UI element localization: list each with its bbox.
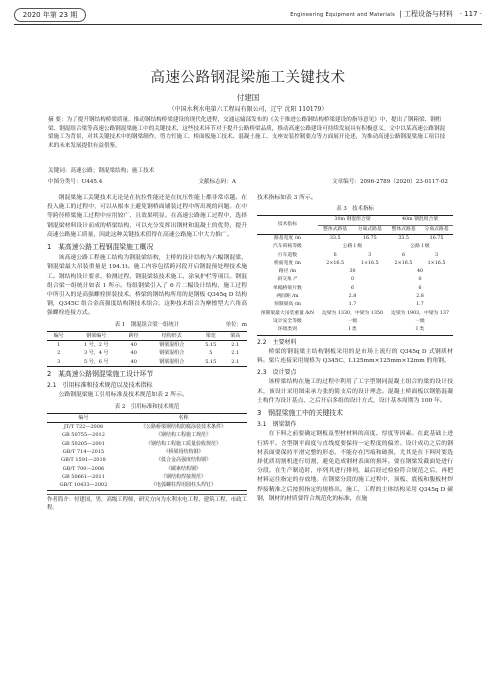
table-cell: 40 xyxy=(416,269,424,275)
table-cell: 环境类别 xyxy=(277,327,298,333)
table-3-caption: 表 3 技术指标 xyxy=(336,206,374,213)
table-cell: 1.7 xyxy=(348,302,357,308)
table-cell: 《钢结构工程施工规范》 xyxy=(155,432,211,439)
col-subheader: 分离式路基 xyxy=(424,226,449,232)
table-cell: 2.8 xyxy=(416,294,424,300)
table-cell: 路径 /m xyxy=(278,269,297,275)
table-row xyxy=(47,341,247,350)
intro-paragraph: 钢混梁施工关键技术无论是在抗拉性能还是在抗压性能上都非常卓越。在投入施工的过程中，可以从根本上避免钢桥面铺装过程中所出现的问题。在中等跨径桥梁施工过程中应用较广，且效果明显。在高速公路施工过程中，选择钢混梁材料设计而成的桥梁结构，可以充分发挥出钢材和混凝土的优势，提升高速公路施工质量，因此这种关键技术值得在高速公路施工中大力推广。 xyxy=(47,195,247,238)
col-subheader: 整体式路基 xyxy=(391,226,416,232)
table-cell: 40 xyxy=(130,350,137,357)
header-rule xyxy=(14,24,482,25)
table-cell: 5 号、6 号 xyxy=(83,358,109,365)
table-cell: 公路 I 级 xyxy=(342,244,363,250)
journal-cn: 工程设备与材料 xyxy=(404,10,454,18)
section-3-heading: 3 钢混梁施工中的关键技术 xyxy=(257,408,343,417)
doc-code: 文献标志码：A xyxy=(198,179,236,185)
table-cell: 2×16.5 xyxy=(394,260,413,266)
affiliation: （中国水利水电第六工程局有限公司，辽宁 沈阳 110179） xyxy=(168,106,328,113)
table-row xyxy=(257,326,453,335)
table-cell: 33.5 xyxy=(398,236,409,241)
table-cell: 《碳素结构钢》 xyxy=(165,465,201,472)
table-cell: 1×16.5 xyxy=(360,260,379,266)
table-row xyxy=(257,318,453,326)
table-cell: 3 xyxy=(434,252,439,258)
table-cell: 5.15 xyxy=(205,342,217,349)
col-header: 30m 钢混组合梁 xyxy=(318,216,387,225)
table-cell: 16.75 xyxy=(362,236,377,241)
table-cell: GB/T 714—2015 xyxy=(62,449,105,456)
table-cell: 钢梁混组合 xyxy=(159,342,185,349)
article-title: 高速公路钢混梁施工关键技术 xyxy=(150,70,346,86)
journal-en: Engineering Equipment and Materials xyxy=(290,12,395,18)
section-2-2-paragraph: 桥梁的钢混梁主结构钢板采用的是市场上流行的 Q345q D 式钢质材料。梁片连接采用规格为 Q345C、L125mm×125mm×12mm 的角钢。 xyxy=(257,348,453,364)
section-2-1-paragraph: 公路钢混梁施工引用标准及技术规范如表 2 所示。 xyxy=(58,392,188,399)
table-row xyxy=(47,423,247,432)
col-subheader: 整体式路基 xyxy=(323,226,348,232)
table-cell: 《钢结构焊接规范》 xyxy=(160,473,206,480)
table-cell: GB/T 700—2006 xyxy=(62,465,105,472)
table-cell: 1.7 xyxy=(416,302,424,308)
table-row xyxy=(257,276,453,284)
table-cell: 行车道数 xyxy=(277,252,298,258)
col-header: 编号 xyxy=(53,332,64,339)
table-cell: 《桥梁用结构钢》 xyxy=(163,449,204,456)
section-2-3-heading: 2.3 设计要点 xyxy=(257,369,297,377)
table-cell: 6 xyxy=(333,252,337,258)
table-cell: 《低合金高强度结构钢》 xyxy=(155,457,211,464)
col-header: 梁宽 xyxy=(205,332,216,339)
table-cell: 公路 I 级 xyxy=(410,244,430,250)
table-cell: 桥面宽度 /m xyxy=(273,260,301,266)
table-2-caption: 表 2 引用标准和技术规范 xyxy=(114,403,180,410)
table-cell: GB/T 10433—2002 xyxy=(59,482,108,489)
table-row xyxy=(257,252,453,260)
table-cell: 两间距 /m xyxy=(276,294,299,300)
right-column xyxy=(257,194,453,504)
table-cell: GB/T 1591—2018 xyxy=(61,457,106,464)
col-header: 40m 钢混组合梁 xyxy=(387,216,453,225)
abstract: 摘 要：为了提升钢结构桥梁质量，推动钢结构桥梁建设的现代化进程，交通运输部发布的《关于推进公路钢结构桥梁建设的指导意见》中，提出了钢箱梁、钢桁梁、钢混组合梁等高速公路钢混梁施工中的关键技术，这些技术环节对于提升公路桥梁品质，推动高速公路建设可持续发展具有积极意义。文中以某高速公路钢混梁施工为背景，对其关键技术中的钢梁制作、剪力钉施工、桥面板施工技术、混凝土施工、支座安装控制要点等方面展开论述，为推动高速公路钢混梁施工项目技术的未来发展提供有益借鉴。 xyxy=(48,117,446,149)
col-header: 技术指标 xyxy=(257,216,318,235)
keywords: 关键词：高速公路；钢混梁结构；施工技术 xyxy=(48,168,155,174)
section-2-heading: 2 某高速公路钢混梁施工设计环节 xyxy=(47,370,154,379)
table-cell: I 类 xyxy=(348,327,357,333)
issue-badge: 2020 年第 23 期 xyxy=(14,8,86,22)
article-number: 文章编号：2096-2789（2020）23-0117-02 xyxy=(331,179,448,185)
table-cell: 0 xyxy=(350,277,354,283)
table-cell: 6 xyxy=(418,285,422,291)
table-cell: 5 xyxy=(209,350,213,357)
table-cell: GB 50661—2011 xyxy=(62,473,105,480)
table-cell: 《钢结构工程施工质量验收规范》 xyxy=(145,440,221,447)
table-cell: 2.1 xyxy=(231,358,240,365)
table-row xyxy=(47,358,247,367)
table-row xyxy=(47,440,247,448)
table-3-intro: 技术指标如表 3 所示。 xyxy=(257,195,317,201)
classification-line xyxy=(48,177,448,185)
table-cell: 汽车荷载等级 xyxy=(273,244,302,250)
table-1 xyxy=(47,331,247,367)
table-row xyxy=(47,473,247,481)
table-cell: 1×16.5 xyxy=(427,260,446,266)
table-cell: 2.1 xyxy=(231,342,240,349)
section-3-1-paragraph: 在下料之前要确定钢板及型材材料的高度、厚度等因素。在此基础上进行矫平。含型钢平面度与直线度要保持一定程度的偏差。设计成功之后的钢材表面要保持平滑完整的形态，不能存在凹痕和破损，尤其是在下料时要选择优质切割机进行切割，避免造成钢材表面的损坏。要在钢梁发截面处进行分段。在生产制造时，序列其进行排列，最后经过检验符合规范之后，再把材料运往指定的存放地。在钢梁分段的施工过程中，顶板、底板和腹板材焊焊接精准之后按照指定的规格出。施工，工程的主体结构采用 Q345q D 碳钢，钢材的材质要符合规范化的标准，在施 xyxy=(257,431,453,502)
table-cell: 斜交角 /° xyxy=(277,277,298,283)
table-cell: 1 号、2 号 xyxy=(83,342,109,349)
table-cell: 预制梁高 /m xyxy=(273,302,301,308)
table-cell: 2.8 xyxy=(348,294,357,300)
table-row xyxy=(47,465,247,473)
section-1-paragraph: 该高速公路工程施工结构为钢混梁结构，主桥的设计结构为六幅钢混梁，钢混梁最大吊装重量是 194.1t。施工内容包括跨河段开启钢混预处理技术施工。钢结构设计要求、检测过程、钢混梁装技术施工、涂氧护栏等项目。钢混组合梁一组统计如表 1 所示。每组钢梁引入了 6 片二幅设计结构，施工过程中所引入的是高强螺栓拼装技术。桥梁的钢结构所用的是钢板 Q345q D 结构钢，Q345C 组合金高强度结构钢技术组合，这种技术组合为摩擦型大六角高强螺栓连接方式。 xyxy=(47,255,247,317)
table-row xyxy=(47,481,247,490)
page-number: · 117 · xyxy=(459,10,482,18)
col-header: 编号 xyxy=(78,414,89,421)
table-cell: 40 xyxy=(130,358,137,365)
table-cell: 钢梁混组合 xyxy=(159,350,185,357)
table-row xyxy=(257,301,453,309)
table-1-unit: 单位：m xyxy=(225,321,247,328)
section-2-1-heading: 2.1 引用标准和技术规范以及技术指标 xyxy=(47,382,153,390)
table-cell: 《电弧螺柱焊用圆柱头焊钉》 xyxy=(150,482,216,489)
author: 付建国 xyxy=(236,93,260,102)
clc-number: 中图分类号：U445.4 xyxy=(48,179,103,185)
table-cell: I 类 xyxy=(415,327,425,333)
col-header: 钢梁编号 xyxy=(86,332,107,339)
table-cell: 1 xyxy=(57,342,61,349)
table-cell: 一级 xyxy=(415,318,425,324)
table-row xyxy=(257,310,453,318)
table-cell: 2×16.5 xyxy=(326,260,345,266)
section-1-heading: 1 某高速公路工程钢混梁施工概况 xyxy=(47,243,154,252)
table-cell: JT/T 722—2008 xyxy=(63,424,104,431)
col-header: 梁高 xyxy=(230,332,241,339)
table-row xyxy=(257,260,453,268)
table-row xyxy=(257,293,453,301)
table-3 xyxy=(257,215,453,335)
table-cell: 《公路桥梁钢结构防腐涂装技术条件》 xyxy=(140,424,226,431)
table-row xyxy=(47,349,247,357)
section-2-3-paragraph: 该桥梁结构在施工的过程中利用了工字型钢同混凝土组合的梁的设计技术，该设计采用图束承力张的简支后的设计理念。混凝土桥面板以钢筋混凝土构件为设计基点，之后开启多组的设计方式，设计基本周期为 100 年。 xyxy=(257,379,453,404)
table-cell: 单幅桥梁片数 xyxy=(273,285,302,291)
table-cell: 边梁为 1330，中梁为 1350 xyxy=(321,310,383,316)
table-1-caption xyxy=(47,321,247,330)
table-row xyxy=(257,285,453,293)
author-footnote: 作者简介：付建国，男，高级工程师，研究方向为水利水电工程、建筑工程、市政工程。 xyxy=(47,494,247,512)
table-row xyxy=(257,235,453,244)
col-subheader: 分离式路基 xyxy=(357,226,382,232)
table-cell: 钢梁混组合 xyxy=(159,358,185,365)
table-cell: 3 号、4 号 xyxy=(83,350,109,357)
table-cell: 3 xyxy=(57,358,61,365)
table-cell: 6 xyxy=(350,285,354,291)
table-cell: 5.15 xyxy=(205,358,217,365)
table-cell: 边梁为 1903，中梁为 137 xyxy=(391,310,450,316)
table-cell: 一级 xyxy=(347,318,358,324)
table-2-header xyxy=(47,413,247,422)
col-header: 结构形式 xyxy=(161,332,182,339)
section-2-2-heading: 2.2 主要材料 xyxy=(257,338,297,346)
left-column xyxy=(47,194,247,512)
table-cell: GB 50755—2012 xyxy=(62,432,105,439)
table-cell: 40 xyxy=(130,342,137,349)
table-cell: 6 xyxy=(402,252,406,258)
table-1-title: 表 1 钢混组合梁一组统计 xyxy=(114,321,180,328)
table-cell: GB 50205—2001 xyxy=(62,440,105,447)
table-cell: 2.1 xyxy=(231,350,240,357)
table-row xyxy=(257,268,453,276)
table-row xyxy=(47,456,247,464)
table-cell: 2 xyxy=(57,350,61,357)
running-header: Engineering Equipment and Materials | 工程设备与材料 · 117 · xyxy=(290,10,482,18)
col-header: 名称 xyxy=(178,414,189,421)
table-cell: 3 xyxy=(368,252,372,258)
section-3-1-heading: 3.1 钢梁制作 xyxy=(257,421,297,429)
table-2 xyxy=(47,413,247,491)
table-cell: 0 xyxy=(418,277,422,283)
col-header: 跨径 xyxy=(128,332,139,339)
table-cell: 33.5 xyxy=(329,236,341,241)
table-cell: 16.75 xyxy=(429,236,444,241)
table-row xyxy=(47,431,247,439)
table-row xyxy=(257,243,453,251)
table-cell: 30 xyxy=(349,269,356,275)
table-1-header xyxy=(47,331,247,340)
table-cell: 路基宽度 /m xyxy=(273,236,301,241)
table-3-header xyxy=(257,216,453,225)
table-cell: 预制梁最大吊装重量 /kN xyxy=(260,310,315,316)
table-cell: 设计安全等级 xyxy=(273,318,302,324)
table-row xyxy=(47,448,247,456)
